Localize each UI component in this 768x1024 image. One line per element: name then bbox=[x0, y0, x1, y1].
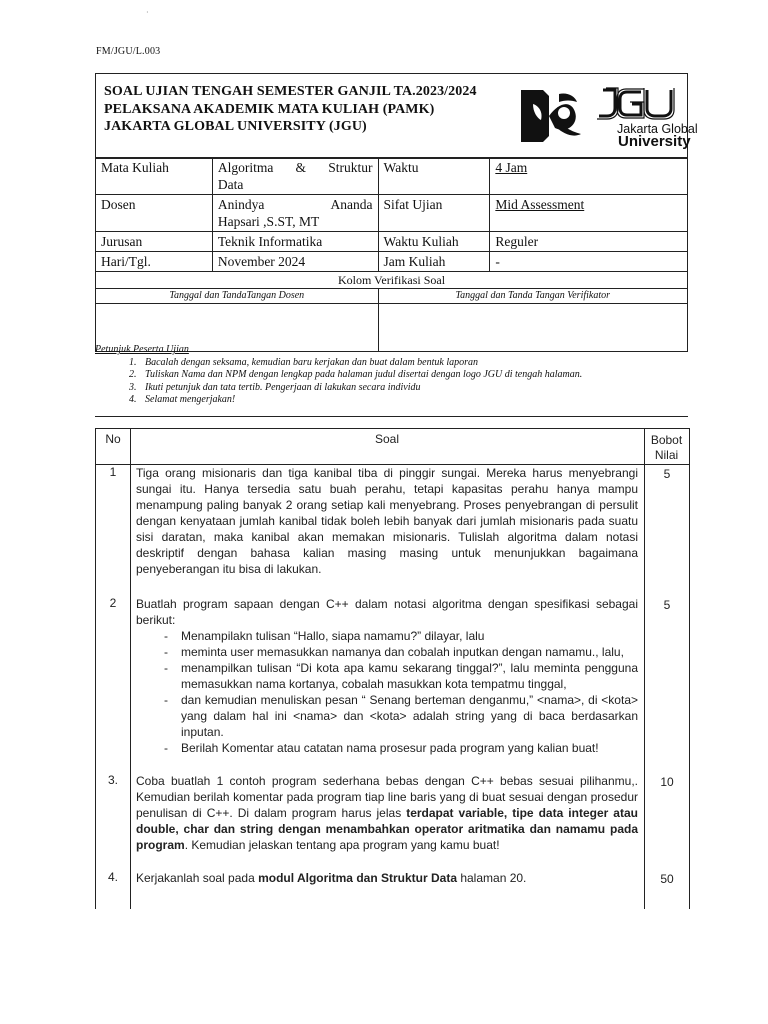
header-soal: Soal bbox=[374, 432, 400, 446]
sifat-ujian-value bbox=[490, 195, 688, 232]
dosen-line-1: Anindya Ananda bbox=[217, 197, 373, 212]
q2-item: - Menampilakn tulisan “Hallo, siapa namamu?” dilayar, lalu bbox=[136, 628, 638, 644]
sifat-ujian-text: Mid Assessment bbox=[495, 197, 585, 212]
q3-text-part2: . Kemudian jelaskan tentang apa program yang kamu buat! bbox=[184, 838, 500, 852]
dosen-label: Dosen bbox=[96, 195, 213, 232]
instruction-item: 2. Tuliskan Nama dan NPM dengan lengkap pada halaman judul disertai dengan logo JGU di tengah halaman. bbox=[139, 369, 695, 382]
jam-kuliah-label: Jam Kuliah bbox=[378, 252, 490, 272]
q4-text bbox=[136, 870, 638, 886]
q2-bobot: 5 bbox=[663, 598, 671, 612]
header-bobot bbox=[644, 433, 689, 463]
q2-item: - menampilkan tulisan “Di kota apa kamu sekarang tinggal?”, lalu meminta pengguna memasukkan nama kortanya, cobalah masukkan kota tempatmu tinggal, bbox=[136, 660, 638, 692]
ttd-verifikator-label: Tanggal dan Tanda Tangan Verifikator bbox=[378, 289, 687, 304]
instruction-item: 3. Ikuti petunjuk dan tata tertib. Pengerjaan di lakukan secara individu bbox=[139, 382, 695, 395]
questions-table bbox=[95, 428, 690, 909]
instruction-item: 1. Bacalah dengan seksama, kemudian baru kerjakan dan buat dalam bentuk laporan bbox=[139, 357, 695, 370]
jam-kuliah-value: - bbox=[490, 252, 688, 272]
col-divider bbox=[130, 429, 131, 909]
q3-text-part1: Coba buatlah 1 contoh program sederhana bebas dengan C++ bebas sesuai pilihanmu,. Kemudian berilah komentar pada program tiap line baris yang di buat sesuai dengan prosedur penulisan di C++. Di dalam program harus jelas bbox=[136, 774, 638, 820]
exam-title bbox=[104, 83, 477, 136]
q2-list bbox=[136, 628, 638, 756]
q4-text-bold: modul Algoritma dan Struktur Data bbox=[258, 871, 457, 885]
instructions-title: Petunjuk Peserta Ujian bbox=[95, 344, 189, 355]
jurusan-value: Teknik Informatika bbox=[212, 232, 378, 252]
q2-item: - Berilah Komentar atau catatan nama prosesur pada program yang kalian buat! bbox=[136, 740, 638, 756]
q3-text bbox=[136, 773, 638, 853]
q4-text-part1: Kerjakanlah soal pada bbox=[136, 871, 259, 885]
instructions bbox=[95, 344, 695, 407]
mata-kuliah-line-2: Data bbox=[217, 177, 244, 192]
mata-kuliah-line-1: Algoritma & Struktur bbox=[217, 160, 373, 175]
header-bobot-line1: Bobot bbox=[650, 433, 683, 447]
instructions-list bbox=[95, 357, 695, 407]
exam-header bbox=[95, 73, 698, 159]
divider bbox=[95, 416, 688, 417]
q1-bobot: 5 bbox=[663, 467, 671, 481]
scan-speck: · bbox=[146, 8, 149, 17]
q2-intro: Buatlah program sapaan dengan C++ dalam notasi algoritma dengan spesifikasi sebagai berikut: bbox=[136, 597, 638, 627]
q4-number: 4. bbox=[107, 870, 118, 884]
jurusan-label: Jurusan bbox=[96, 232, 213, 252]
sifat-ujian-label: Sifat Ujian bbox=[378, 195, 490, 232]
col-divider bbox=[644, 429, 645, 909]
hari-value: November 2024 bbox=[212, 252, 378, 272]
verifikasi-title: Kolom Verifikasi Soal bbox=[96, 272, 688, 289]
waktu-value bbox=[490, 158, 688, 195]
q3-text-bold: terdapat variable, tipe data integer atau double, char dan string dengan menambahkan operator aritmatika dan namamu pada program bbox=[136, 806, 638, 852]
title-line-2: PELAKSANA AKADEMIK MATA KULIAH (PAMK) bbox=[104, 101, 435, 117]
mata-kuliah-value bbox=[212, 158, 378, 195]
q4-bobot: 50 bbox=[660, 872, 674, 886]
header-no: No bbox=[105, 432, 121, 446]
jgu-logo-icon bbox=[519, 82, 698, 150]
waktu-kuliah-value: Reguler bbox=[490, 232, 688, 252]
instruction-item: 4. Selamat mengerjakan! bbox=[139, 394, 695, 407]
dosen-value bbox=[212, 195, 378, 232]
waktu-value-text: 4 Jam bbox=[495, 160, 528, 175]
title-line-3: JAKARTA GLOBAL UNIVERSITY (JGU) bbox=[104, 119, 367, 134]
waktu-kuliah-label: Waktu Kuliah bbox=[378, 232, 490, 252]
waktu-label: Waktu bbox=[378, 158, 490, 195]
q2-text bbox=[136, 596, 638, 756]
hari-label: Hari/Tgl. bbox=[96, 252, 213, 272]
logo-text-line2: University bbox=[618, 133, 691, 150]
form-code: FM/JGU/L.003 bbox=[96, 46, 161, 57]
logo-text-line1: Jakarta Global bbox=[617, 122, 698, 136]
q4-text-part2: halaman 20. bbox=[457, 871, 527, 885]
q2-number: 2 bbox=[109, 596, 117, 610]
ttd-dosen-label: Tanggal dan TandaTangan Dosen bbox=[96, 289, 379, 304]
header-bobot-line2: Nilai bbox=[654, 448, 679, 462]
q3-bobot: 10 bbox=[660, 775, 674, 789]
jgu-logo bbox=[519, 82, 698, 150]
q1-number: 1 bbox=[109, 465, 117, 479]
exam-info-table bbox=[95, 157, 688, 352]
q1-text: Tiga orang misionaris dan tiga kanibal tiba di pinggir sungai. Mereka harus menyebrangi sungai itu. Hanya tersedia satu buah perahu, tetapi kapasitas perahu hanya mampu menampung paling banyak 2 orang setiap kali menyebrang. Proses penyebrangan di persulit dengan kenyataan jumlah kanibal tidak boleh lebih banyak dari jumlah misionaris pada suatu sisi daratan, maka kanibal akan memakan misionaris. Tulislah algoritma dalam notasi deskriptif dengan bahasa kalian masing masing untuk menunjukkan bagaimana penyeberangan itu bisa di lakukan. bbox=[136, 466, 638, 576]
title-line-1: SOAL UJIAN TENGAH SEMESTER GANJIL TA.2023/2024 bbox=[104, 84, 477, 99]
q2-item: - dan kemudian menuliskan pesan “ Senang berteman denganmu,” <nama>, di <kota> yang dalam hal ini <nama> dan <kota> adalah string yang di baca berdasarkan inputan. bbox=[136, 692, 638, 740]
dosen-line-2: Hapsari ,S.ST, MT bbox=[217, 214, 320, 229]
mata-kuliah-label: Mata Kuliah bbox=[96, 158, 213, 195]
q3-number: 3. bbox=[107, 773, 118, 787]
q2-item: - meminta user memasukkan namanya dan cobalah inputkan dengan namamu., lalu, bbox=[136, 644, 638, 660]
